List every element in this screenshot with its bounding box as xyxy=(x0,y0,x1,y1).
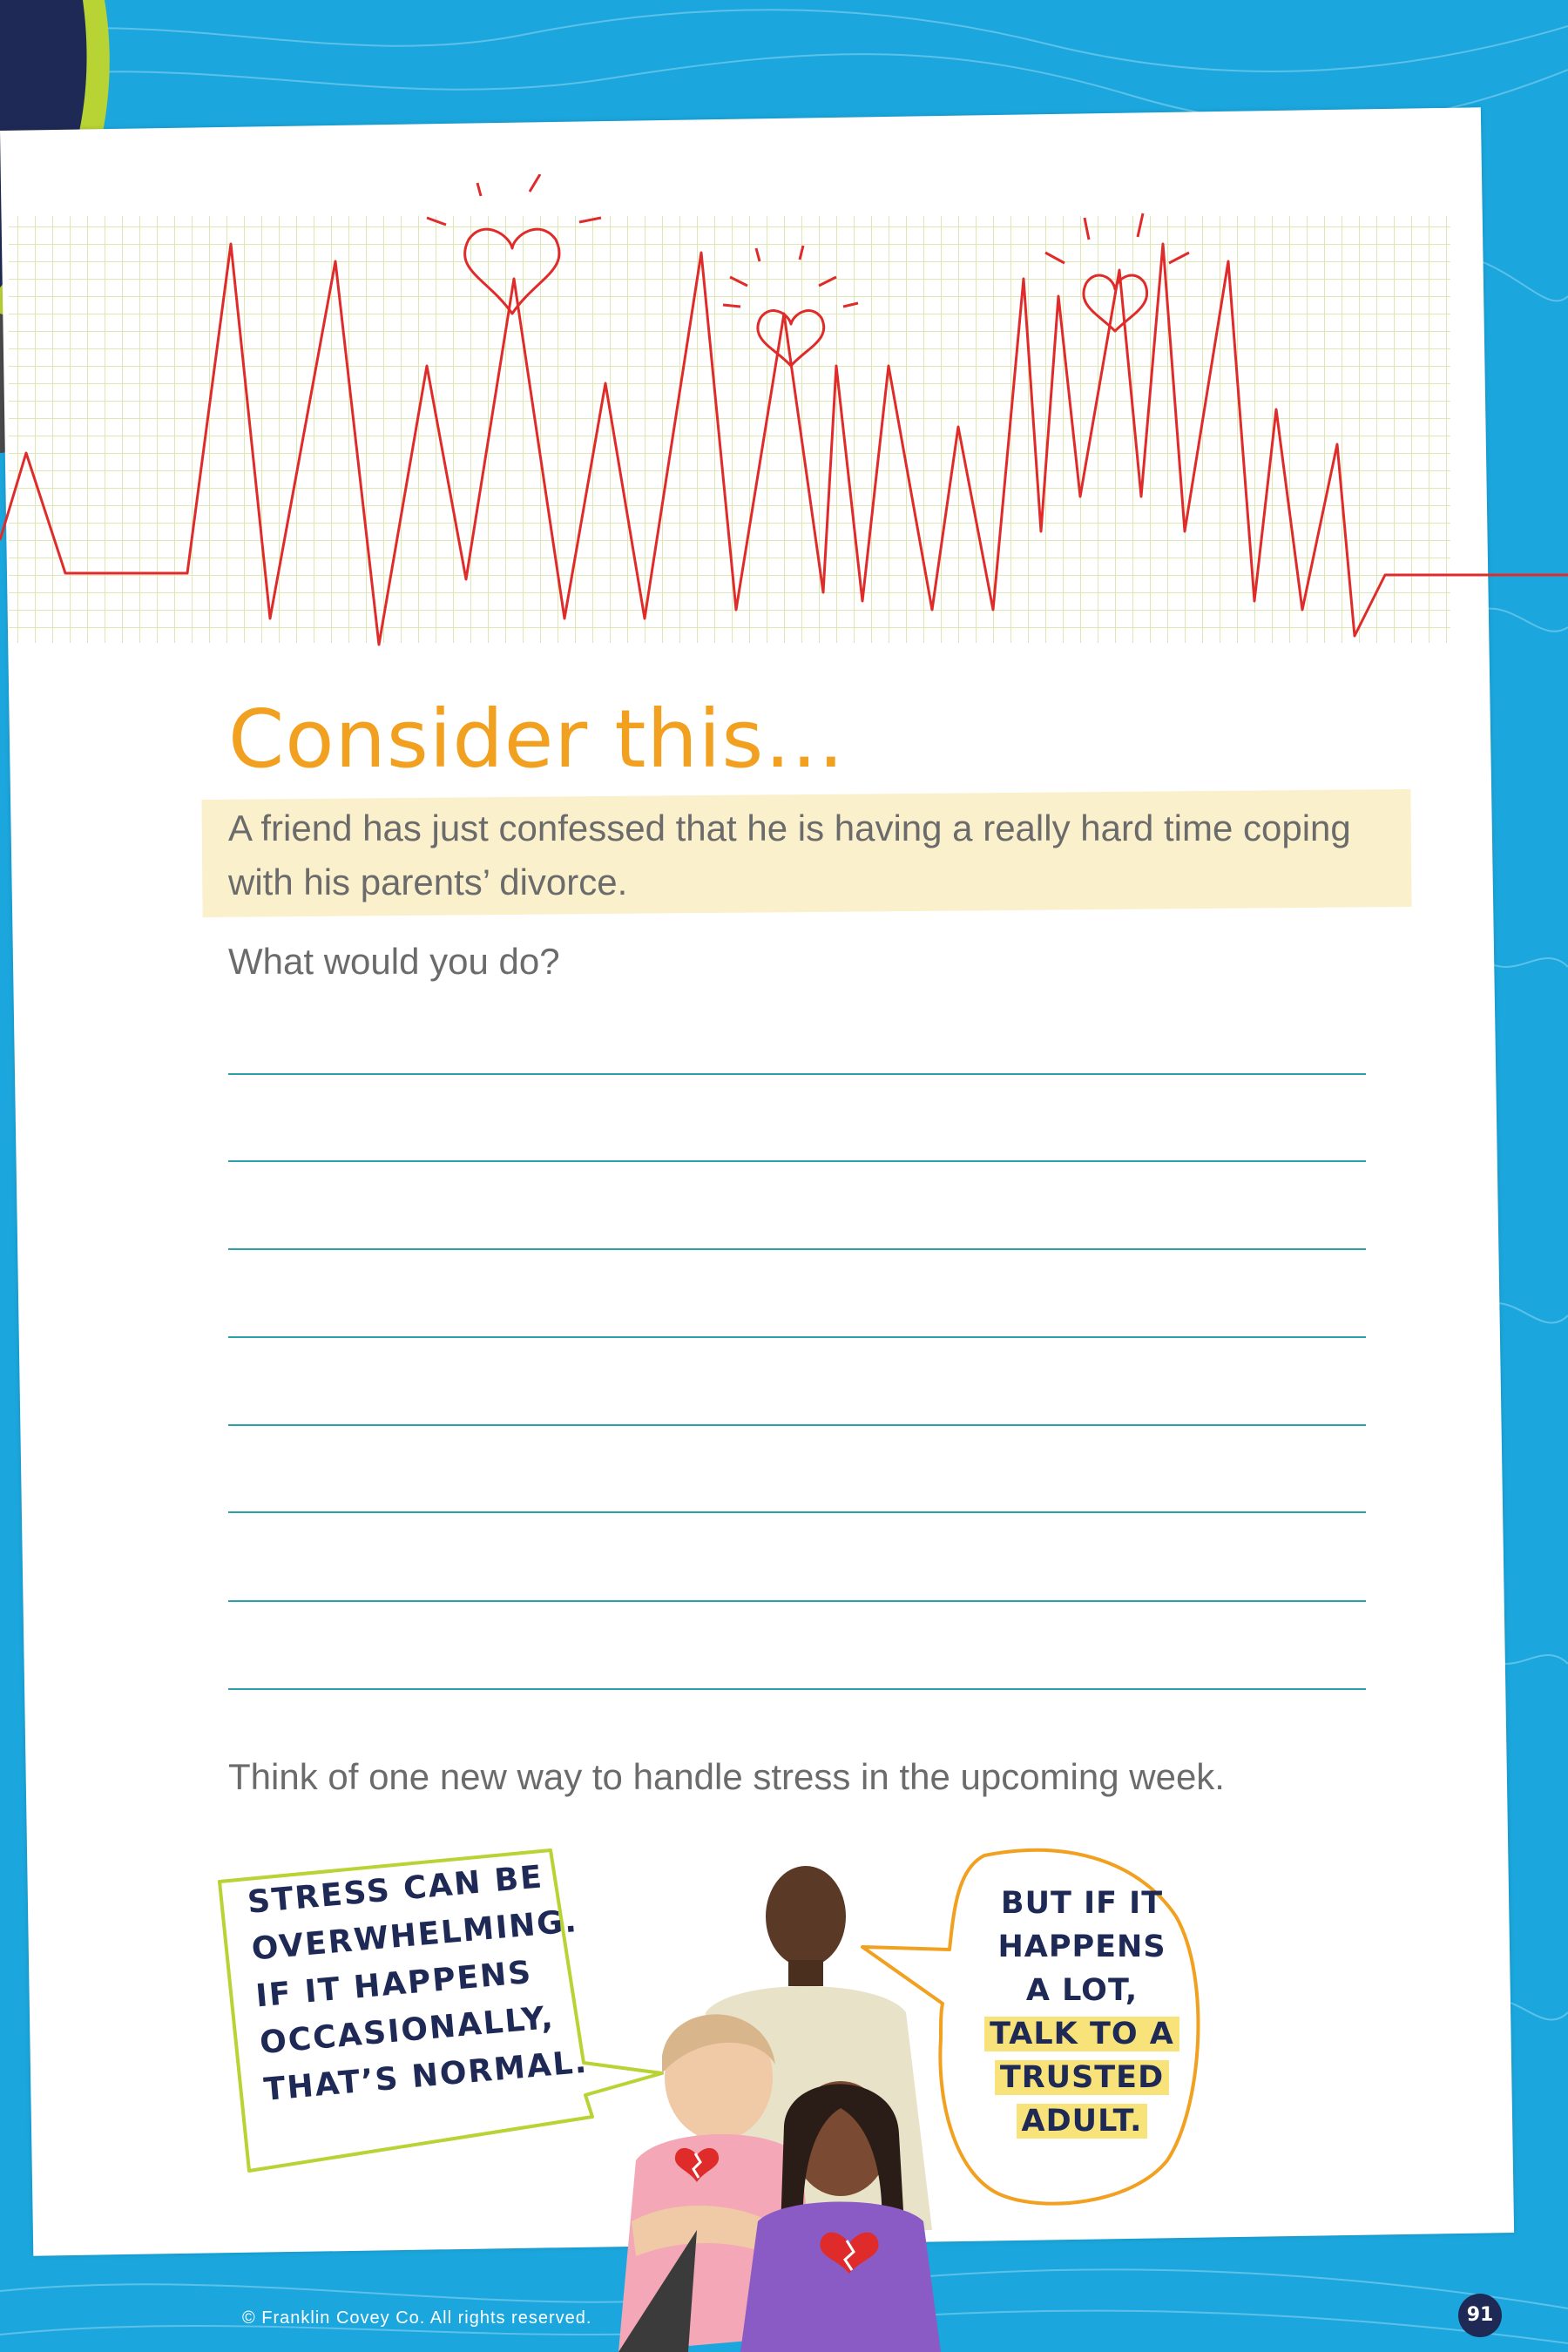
bubble-left-line: STRESS CAN BE xyxy=(246,1859,545,1921)
answer-line[interactable] xyxy=(228,1248,1366,1250)
question-text: What would you do? xyxy=(228,941,560,982)
bubble-right-highlight: TRUSTED xyxy=(995,2060,1169,2095)
copyright-text: © Franklin Covey Co. All rights reserved. xyxy=(242,2308,592,2328)
answer-line[interactable] xyxy=(228,1511,1366,1513)
answer-line[interactable] xyxy=(228,1160,1366,1162)
page-title: Consider this… xyxy=(228,693,846,786)
bubble-right-line: BUT IF IT xyxy=(1000,1886,1164,1921)
bubble-right-text xyxy=(969,1882,1195,2143)
scenario-text: A friend has just confessed that he is having a really hard time coping with his parents’ divorce. xyxy=(228,808,1351,902)
answer-line[interactable] xyxy=(228,1600,1366,1602)
answer-line[interactable] xyxy=(228,1688,1366,1690)
bubble-right-line: HAPPENS xyxy=(997,1930,1166,1964)
bubble-left-line: OVERWHELMING. xyxy=(250,1903,580,1968)
bubble-right-line: A LOT, xyxy=(1025,1973,1139,2008)
bubble-left-line: THAT’S NORMAL. xyxy=(262,2044,590,2108)
stress-prompt-text: Think of one new way to handle stress in the upcoming week. xyxy=(228,1756,1225,1797)
page-number: 91 xyxy=(1458,2294,1502,2337)
answer-line[interactable] xyxy=(228,1336,1366,1338)
heartbeat-ekg-graphic xyxy=(0,174,1568,697)
answer-line[interactable] xyxy=(228,1073,1366,1075)
bubble-left-line: OCCASIONALLY, xyxy=(258,1999,557,2062)
bubble-left-line: IF IT HAPPENS xyxy=(253,1954,534,2015)
bubble-right-highlight: TALK TO A xyxy=(984,2017,1179,2051)
bubble-right-highlight: ADULT. xyxy=(1017,2104,1148,2139)
answer-line[interactable] xyxy=(228,1424,1366,1426)
